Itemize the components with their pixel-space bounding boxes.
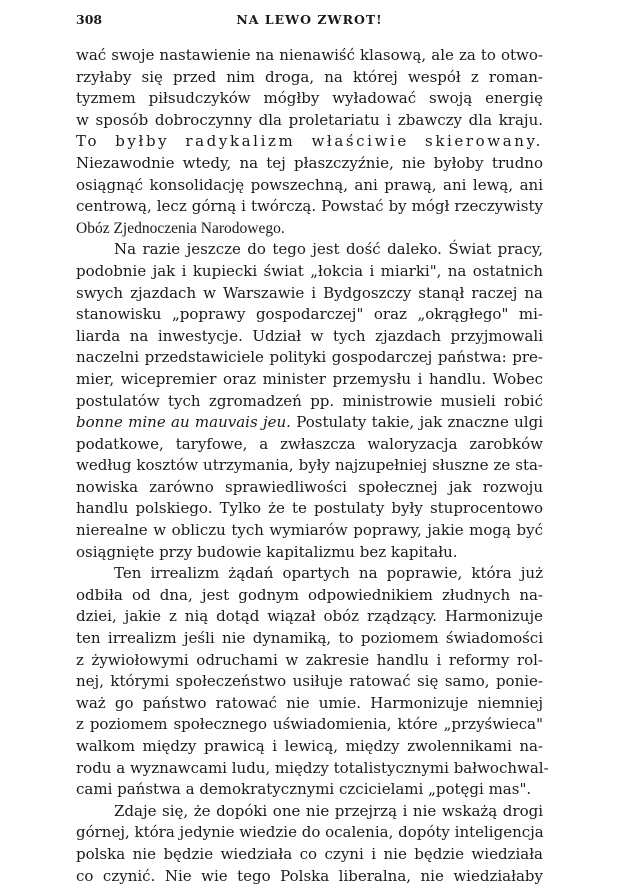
- text-line: osiągnięte przy budowie kapitalizmu bez kapitału.: [76, 542, 458, 561]
- text-line: nierealne w obliczu tych wymiarów poprawy, jakie mogą być: [76, 521, 543, 540]
- text-line: cami państwa a demokratycznymi czcicielami „potęgi mas".: [76, 780, 532, 799]
- text-run: Postulaty takie, jak znaczne ulgi: [290, 413, 543, 432]
- text-line: Zdaje się, że dopóki one nie przejrzą i nie wskażą drogi: [114, 801, 543, 820]
- text-line: stanowisku „poprawy gospodarczej" oraz „okrągłego" mi-: [76, 305, 543, 324]
- text-line: swych zjazdach w Warszawie i Bydgoszczy stanął raczej na: [76, 283, 543, 302]
- text-line: naczelni przedstawiciele polityki gospodarczej państwa: pre-: [76, 348, 543, 367]
- text-line: ten irrealizm jeśli nie dynamiką, to poziomem świadomości: [76, 629, 543, 648]
- text-line: waż go państwo ratować nie umie. Harmonizuje niemniej: [76, 693, 543, 712]
- text-line: polska nie będzie wiedziała co czyni i nie będzie wiedziała: [76, 844, 543, 863]
- text-line: górnej, która jedynie wiedzie do ocalenia, dopóty inteligencja: [76, 823, 544, 842]
- italic-phrase: bonne mine au mauvais jeu.: [76, 413, 291, 432]
- text-line: z żywiołowymi odruchami w zakresie handlu i reformy rol-: [76, 650, 543, 669]
- running-head: [76, 12, 543, 34]
- text-line: odbiła od dna, jest godnym odpowiednikiem złudnych na-: [76, 585, 543, 604]
- page-number: 308: [76, 12, 103, 27]
- text-line: według kosztów utrzymania, były najzupełniej słuszne ze sta-: [76, 456, 543, 475]
- text-line: handlu polskiego. Tylko że te postulaty były stuprocentowo: [76, 499, 543, 518]
- book-page: [76, 12, 549, 887]
- text-line: Niezawodnie wtedy, na tej płaszczyźnie, nie byłoby trudno: [76, 153, 543, 172]
- text-line: podobnie jak i kupiecki świat „łokcia i miarki", na ostatnich: [76, 261, 543, 280]
- text-line: centrową, lecz górną i twórczą. Powstać by mógł rzeczywisty: [76, 197, 543, 216]
- running-title: NA LEWO ZWROT!: [236, 12, 383, 27]
- text-line: tyzmem piłsudczyków mógłby wyładować swoją energię: [76, 89, 543, 108]
- text-line: osiągnąć konsolidację powszechną, ani prawą, ani lewą, ani: [76, 175, 543, 194]
- text-line: w sposób dobroczynny dla proletariatu i zbawczy dla kraju.: [76, 110, 543, 129]
- text-line: Na razie jeszcze do tego jest dość daleko. Świat pracy,: [114, 240, 543, 259]
- paragraph-1: [76, 45, 543, 239]
- text-line: liarda na inwestycje. Udział w tych zjazdach przyjmowali: [76, 326, 543, 345]
- text-line: co czynić. Nie wie tego Polska liberalna, nie wiedziałaby: [76, 866, 543, 885]
- body-text: [76, 45, 549, 887]
- text-line: Ten irrealizm żądań opartych na poprawie, która już: [114, 564, 543, 583]
- text-line: postulatów tych zgromadzeń pp. ministrowie musieli robić: [76, 391, 543, 410]
- text-line-with-italic: [76, 412, 543, 434]
- text-line: dziei, jakie z nią dotąd wiązał obóz rządzący. Harmonizuje: [76, 607, 543, 626]
- text-line: walkom między prawicą i lewicą, między zwolennikami na-: [76, 737, 543, 755]
- text-line: podatkowe, taryfowe, a zwłaszcza waloryzacja zarobków: [76, 434, 543, 453]
- text-line: Obóz Zjednoczenia Narodowego.: [76, 219, 285, 237]
- paragraph-3: [76, 563, 549, 801]
- text-line: mier, wicepremier oraz minister przemysłu i handlu. Wobec: [76, 369, 543, 388]
- text-line-spaced: To byłby radykalizm właściwie skierowany.: [76, 132, 543, 151]
- text-line: z poziomem społecznego uświadomienia, które „przyświeca": [76, 715, 543, 734]
- text-line: rzyłaby się przed nim droga, na której wespół z roman-: [76, 67, 543, 86]
- paragraph-2: [76, 239, 543, 563]
- text-line: rodu a wyznawcami ludu, między totalistycznymi bałwochwal-: [76, 758, 549, 777]
- text-line: nej, którymi społeczeństwo usiłuje ratować się samo, ponie-: [76, 672, 543, 691]
- text-line: wać swoje nastawienie na nienawiść klasową, ale za to otwo-: [76, 46, 543, 64]
- text-line: nowiska zarówno sprawiedliwości społecznej jak rozwoju: [76, 477, 543, 496]
- paragraph-4: [76, 801, 543, 887]
